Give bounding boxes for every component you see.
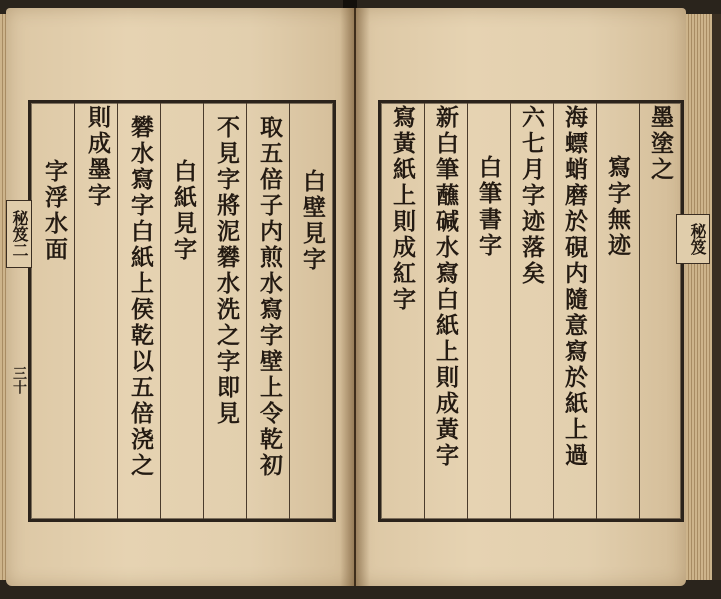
page-number: 三十 <box>11 366 27 394</box>
text-column: 六七月字迹落矣 <box>518 105 545 287</box>
book-gutter <box>340 8 370 586</box>
text-column: 不見字將泥礬水洗之字即見 <box>213 115 240 427</box>
column-rule <box>246 103 247 519</box>
text-column: 取五倍子内煎水寫字壁上令乾初 <box>256 115 283 479</box>
text-column: 寫黃紙上則成紅字 <box>389 105 416 313</box>
column-rule <box>117 103 118 519</box>
heading-invisible-writing: 寫字無迹 <box>604 155 631 259</box>
column-rule <box>289 103 290 519</box>
column-rule <box>160 103 161 519</box>
heading-white-paper: 白紙見字 <box>170 159 197 263</box>
column-rule <box>203 103 204 519</box>
text-column: 墨塗之 <box>647 105 674 183</box>
right-fishtail-title: 秘笈 <box>676 214 710 264</box>
column-rule <box>467 103 468 519</box>
right-edge-shadow <box>712 14 721 580</box>
text-column: 礬水寫字白紙上侯乾以五倍浇之 <box>127 115 154 479</box>
right-text-frame <box>378 100 684 522</box>
column-rule <box>639 103 640 519</box>
column-rule <box>510 103 511 519</box>
text-column: 海螵蛸磨於硯内隨意寫於紙上過 <box>561 105 588 469</box>
heading-white-brush: 白筆書字 <box>475 155 502 259</box>
left-text-frame <box>28 100 336 522</box>
text-column: 新白筆蘸碱水寫白紙上則成黃字 <box>432 105 459 469</box>
heading-white-wall: 白壁見字 <box>299 169 326 273</box>
heading-floating-text: 字浮水面 <box>41 159 68 263</box>
column-rule <box>553 103 554 519</box>
column-rule <box>596 103 597 519</box>
column-rule <box>424 103 425 519</box>
column-rule <box>74 103 75 519</box>
left-fishtail-title: 秘笈二 <box>6 200 32 268</box>
spine-top <box>343 0 357 8</box>
text-column: 則成墨字 <box>84 105 111 209</box>
